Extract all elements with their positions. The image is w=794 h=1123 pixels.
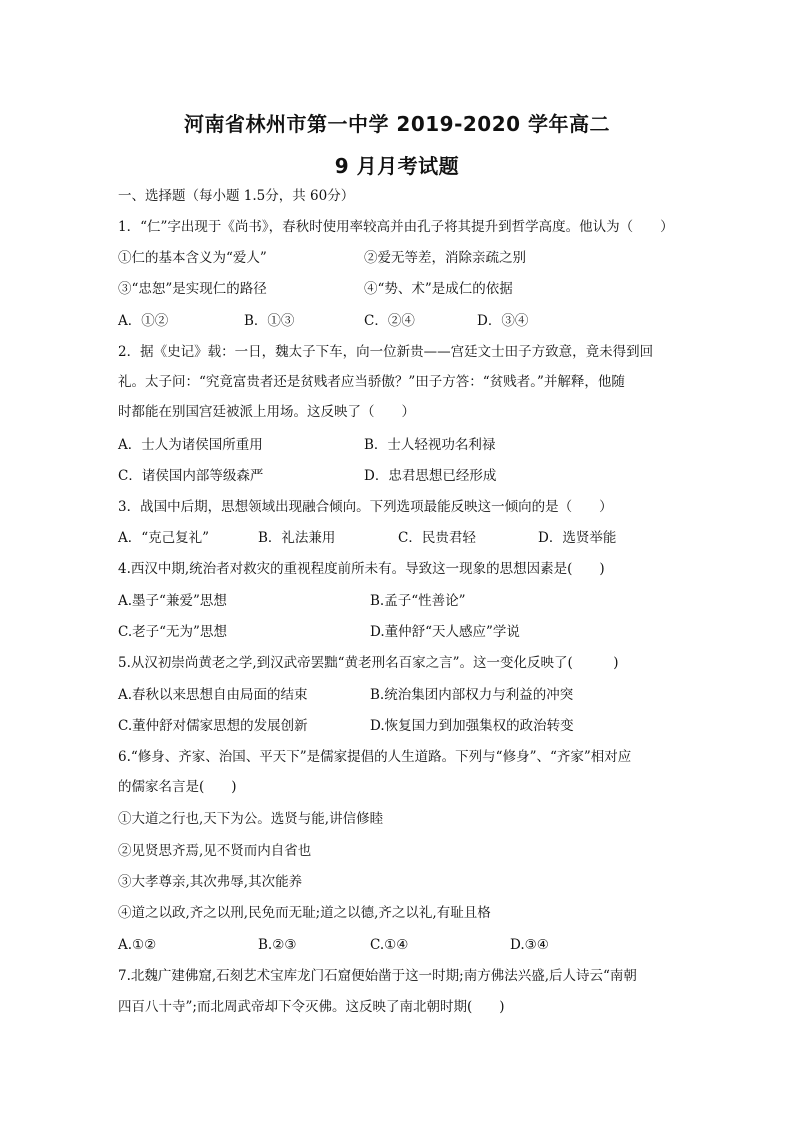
question-5-stem: 5.从汉初崇尚黄老之学,到汉武帝罢黜“黄老刑名百家之言”。这一变化反映了( ) [118,655,619,671]
question-4-option-d[interactable]: D.董仲舒“天人感应”学说 [370,624,520,640]
question-1-statement-4: ④“势、术”是成仁的依据 [364,281,513,297]
question-5-option-a[interactable]: A.春秋以来思想自由局面的结束 [118,687,308,703]
question-6-option-a[interactable]: A.①② [118,937,157,953]
question-4-option-a[interactable]: A.墨子“兼爱”思想 [118,593,227,609]
section-heading: 一、选择题（每小题 1.5分，共 60分） [118,188,355,204]
question-3-option-b[interactable]: B．礼法兼用 [258,530,336,546]
question-6-statement-2: ②见贤思齐焉,见不贤而内自省也 [118,843,312,859]
question-6-option-b[interactable]: B.②③ [258,937,297,953]
question-3-stem: 3．战国中后期，思想领域出现融合倾向。下列选项最能反映这一倾向的是（ ） [118,499,613,515]
question-6-statement-3: ③大孝尊亲,其次弗辱,其次能养 [118,874,303,890]
question-5-option-d[interactable]: D.恢复国力到加强集权的政治转变 [370,718,574,734]
question-2-option-b[interactable]: B．士人轻视功名利禄 [364,437,496,453]
question-3-option-a[interactable]: A．“克己复礼” [118,530,210,546]
question-7-stem-line-2: 四百八十寺”;而北周武帝却下令灭佛。这反映了南北朝时期( ) [118,999,505,1015]
question-1-statement-1: ①仁的基本含义为“爱人” [118,250,267,266]
question-6-option-d[interactable]: D.③④ [510,937,549,953]
question-6-option-c[interactable]: C.①④ [370,937,409,953]
question-6-stem-line-2: 的儒家名言是( ) [118,779,237,795]
question-1-option-c[interactable]: C．②④ [364,313,415,329]
question-2-option-c[interactable]: C．诸侯国内部等级森严 [118,468,264,484]
question-6-statement-1: ①大道之行也,天下为公。选贤与能,讲信修睦 [118,811,384,827]
question-4-stem: 4.西汉中期,统治者对救灾的重视程度前所未有。导致这一现象的思想因素是( ) [118,561,605,577]
question-4-option-c[interactable]: C.老子“无为”思想 [118,624,227,640]
question-1-stem: 1．“仁”字出现于《尚书》，春秋时使用率较高并由孔子将其提升到哲学高度。他认为（ ） [118,219,674,235]
question-4-option-b[interactable]: B.孟子“性善论” [370,593,466,609]
question-1-option-b[interactable]: B．①③ [244,313,295,329]
question-3-option-c[interactable]: C．民贵君轻 [398,530,476,546]
question-5-option-c[interactable]: C.董仲舒对儒家思想的发展创新 [118,718,308,734]
question-2-option-d[interactable]: D．忠君思想已经形成 [364,468,497,484]
question-2-stem-line-1: 2．据《史记》载：一日，魏太子下车，向一位新贵——宫廷文士田子方致意，竟未得到回 [118,344,654,360]
question-1-statement-2: ②爱无等差，消除亲疏之别 [364,250,526,266]
question-6-statement-4: ④道之以政,齐之以刑,民免而无耻;道之以德,齐之以礼,有耻且格 [118,905,491,921]
exam-subtitle: 9 月月考试题 [334,154,460,178]
question-2-option-a[interactable]: A．士人为诸侯国所重用 [118,437,263,453]
question-7-stem-line-1: 7.北魏广建佛窟,石刻艺术宝库龙门石窟便始凿于这一时期;南方佛法兴盛,后人诗云“南朝 [118,968,637,984]
question-2-stem-line-3: 时都能在别国宫廷被派上用场。这反映了（ ） [118,404,415,420]
question-5-option-b[interactable]: B.统治集团内部权力与利益的冲突 [370,687,574,703]
question-1-option-d[interactable]: D．③④ [477,313,529,329]
exam-title: 河南省林州市第一中学 2019-2020 学年高二 [183,112,611,136]
question-6-stem-line-1: 6.“修身、齐家、治国、平天下”是儒家提倡的人生道路。下列与“修身”、“齐家”相对应 [118,749,632,765]
question-3-option-d[interactable]: D．选贤举能 [538,530,617,546]
question-2-stem-line-2: 礼。太子问：“究竟富贵者还是贫贱者应当骄傲？”田子方答：“贫贱者。”并解释，他随 [118,374,625,390]
question-1-statement-3: ③“忠恕”是实现仁的路径 [118,281,267,297]
question-1-option-a[interactable]: A．①② [118,313,169,329]
